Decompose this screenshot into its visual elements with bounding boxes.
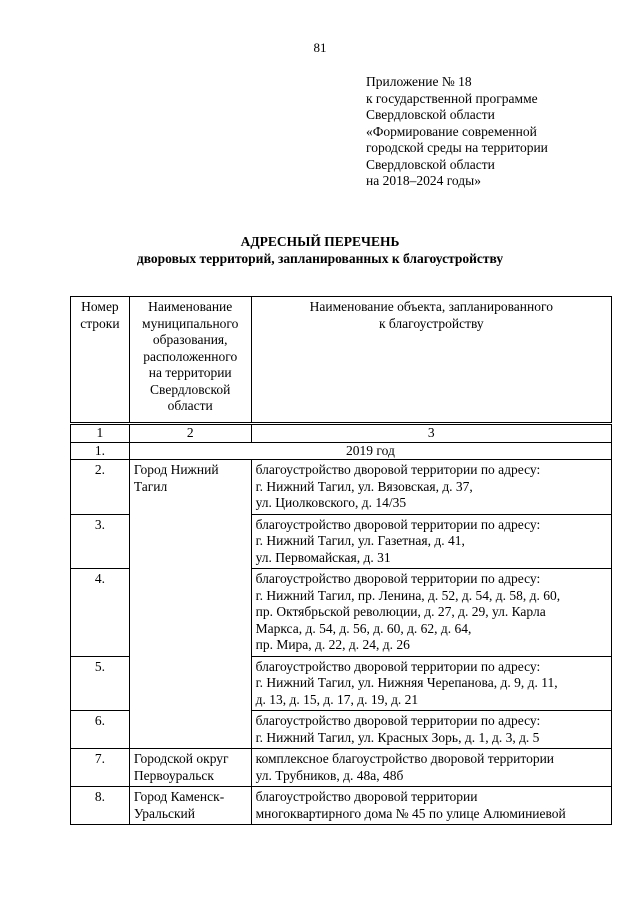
object-text: пр. Мира, д. 22, д. 24, д. 26 — [255, 637, 410, 652]
object-cell — [251, 569, 611, 657]
year-row — [71, 442, 612, 460]
object-cell — [251, 656, 611, 711]
object-cell — [251, 460, 611, 515]
appendix-line: Свердловской области — [366, 156, 495, 172]
header-text: расположенного — [143, 348, 238, 364]
header-text: Наименование объекта, запланированного — [309, 299, 553, 314]
header-object — [251, 297, 611, 424]
object-text: д. 13, д. 15, д. 17, д. 19, д. 21 — [255, 691, 419, 707]
year-label: 2019 год — [129, 442, 611, 460]
object-text: пр. Октябрьской революции, д. 27, д. 29, ул. Карла — [255, 604, 546, 619]
header-text: образования, — [152, 332, 228, 347]
row-number: 8. — [71, 787, 130, 825]
object-text: г. Нижний Тагил, ул. Вязовская, д. 37, — [255, 478, 473, 494]
page-number: 81 — [313, 40, 327, 55]
table-row — [71, 749, 612, 787]
table-row — [71, 460, 612, 515]
column-number-row — [71, 424, 612, 443]
appendix-line: «Формирование современной — [366, 123, 537, 139]
column-number: 3 — [251, 424, 611, 443]
header-text: Наименование — [148, 299, 233, 314]
object-text: благоустройство дворовой территории по адресу: — [255, 571, 541, 586]
table-header-row — [71, 297, 612, 424]
column-number: 1 — [71, 424, 130, 443]
object-cell — [251, 749, 611, 787]
municipality-text: Город Нижний — [133, 462, 219, 477]
object-text: многоквартирного дома № 45 по улице Алюминиевой — [255, 805, 566, 821]
municipality-cell — [129, 787, 251, 825]
row-number: 1. — [71, 442, 130, 460]
appendix-line: на 2018–2024 годы» — [366, 173, 481, 188]
address-table — [70, 296, 612, 825]
header-text: муниципального — [142, 315, 239, 331]
object-text: г. Нижний Тагил, пр. Ленина, д. 52, д. 54, д. 58, д. 60, — [255, 587, 561, 603]
appendix-line: к государственной программе — [366, 90, 538, 106]
title-subtitle: дворовых территорий, запланированных к благоустройству — [136, 251, 504, 266]
municipality-cell — [129, 460, 251, 749]
object-cell — [251, 787, 611, 825]
object-text: Маркса, д. 54, д. 56, д. 60, д. 62, д. 64, — [255, 620, 472, 636]
object-text: ул. Первомайская, д. 31 — [255, 549, 391, 565]
appendix-note — [366, 74, 626, 190]
object-text: ул. Трубников, д. 48а, 48б — [255, 767, 404, 783]
row-number: 5. — [71, 656, 130, 711]
object-cell — [251, 514, 611, 569]
object-cell — [251, 711, 611, 749]
object-text: благоустройство дворовой территории по адресу: — [255, 713, 541, 728]
title-main: АДРЕСНЫЙ ПЕРЕЧЕНЬ — [240, 234, 400, 249]
municipality-text: Уральский — [133, 805, 195, 821]
header-text: к благоустройству — [378, 315, 484, 331]
municipality-text: Тагил — [133, 478, 168, 494]
object-text: ул. Циолковского, д. 14/35 — [255, 495, 407, 510]
header-text: области — [167, 398, 213, 413]
object-text: г. Нижний Тагил, ул. Газетная, д. 41, — [255, 533, 465, 548]
row-number: 7. — [71, 749, 130, 787]
object-text: комплексное благоустройство дворовой территории — [255, 751, 555, 766]
header-text: строки — [80, 315, 120, 331]
column-number: 2 — [129, 424, 251, 443]
municipality-text: Город Каменск- — [133, 789, 225, 804]
object-text: благоустройство дворовой территории по адресу: — [255, 658, 541, 674]
object-text: г. Нижний Тагил, ул. Красных Зорь, д. 1, д. 3, д. 5 — [255, 729, 540, 745]
table-row — [71, 787, 612, 825]
header-text: на территории — [148, 365, 232, 380]
header-municipality — [129, 297, 251, 424]
header-text: Свердловской — [150, 381, 231, 397]
row-number: 2. — [71, 460, 130, 515]
object-text: благоустройство дворовой территории по адресу: — [255, 462, 541, 477]
object-text: г. Нижний Тагил, ул. Нижняя Черепанова, д. 9, д. 11, — [255, 675, 558, 690]
municipality-text: Первоуральск — [133, 767, 214, 783]
object-text: благоустройство дворовой территории — [255, 789, 478, 804]
row-number: 3. — [71, 514, 130, 569]
header-row-number — [71, 297, 130, 424]
row-number: 6. — [71, 711, 130, 749]
municipality-cell — [129, 749, 251, 787]
appendix-line: Приложение № 18 — [366, 74, 472, 89]
municipality-text: Городской округ — [133, 751, 229, 766]
object-text: благоустройство дворовой территории по адресу: — [255, 516, 541, 532]
row-number: 4. — [71, 569, 130, 657]
header-text: Номер — [81, 299, 119, 314]
appendix-line: городской среды на территории — [366, 140, 548, 155]
document-title — [0, 233, 640, 267]
appendix-line: Свердловской области — [366, 107, 495, 122]
